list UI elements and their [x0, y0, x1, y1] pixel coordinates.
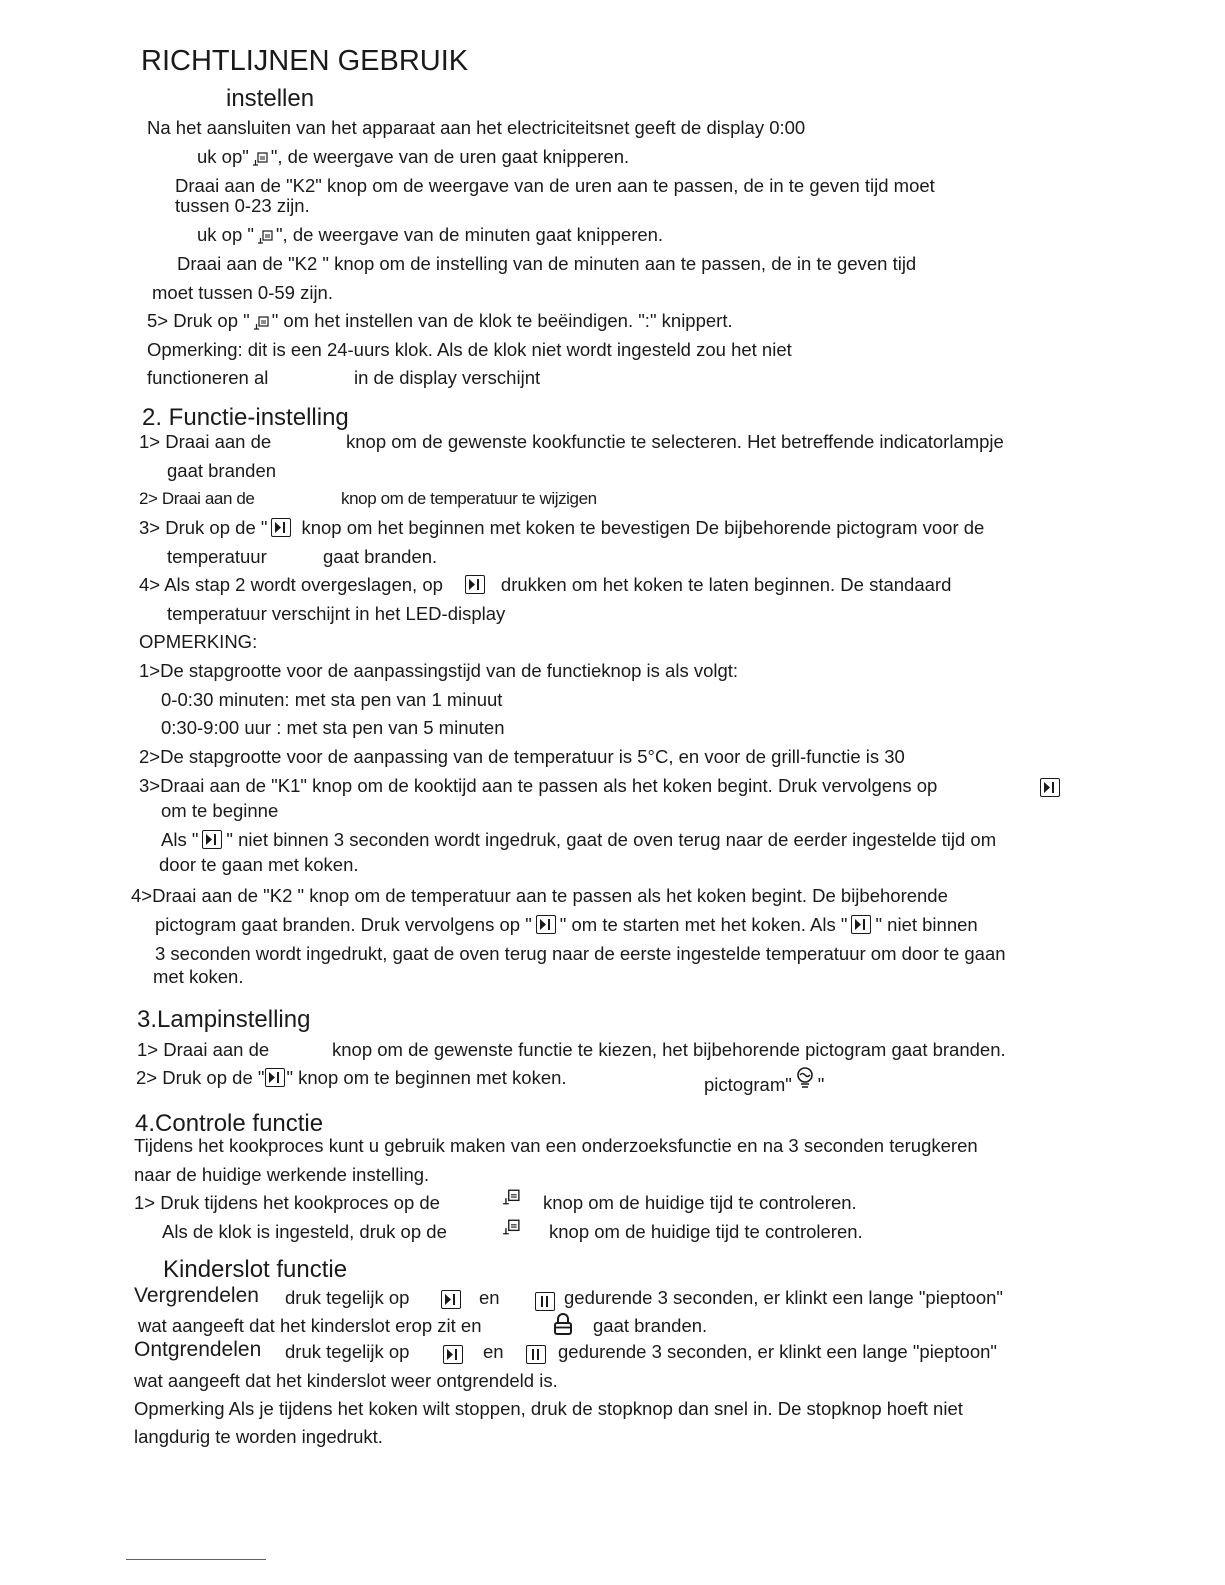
clock-icon [502, 1188, 520, 1211]
start-pause-icon [271, 518, 291, 537]
text-line: met koken. [153, 966, 244, 987]
text-line: Als de klok is ingesteld, druk op de [162, 1221, 447, 1242]
start-pause-icon [465, 575, 485, 594]
text-line: door te gaan met koken. [159, 854, 359, 875]
text-line: pictogram gaat branden. Druk vervolgens op " " om te starten met het koken. Als " " niet binnen [155, 914, 978, 935]
text-line: gedurende 3 seconden, er klinkt een lange "pieptoon" [558, 1341, 997, 1362]
text-line: knop om de huidige tijd te controleren. [549, 1221, 863, 1242]
text-line: en [483, 1341, 504, 1362]
text-line: moet tussen 0-59 zijn. [152, 282, 333, 303]
text-line: 1> Draai aan de [139, 431, 272, 452]
text-line: gaat branden. [593, 1315, 708, 1336]
clock-icon [253, 314, 269, 336]
pause-stop-icon [535, 1292, 555, 1311]
text-line: Als " " niet binnen 3 seconden wordt ingedruk, gaat de oven terug naar de eerder ingestelde tijd om [161, 829, 997, 850]
text-line: Vergrendelen [134, 1284, 259, 1307]
text-line: druk tegelijk op [285, 1287, 410, 1308]
text-line: temperatuur [167, 546, 267, 567]
clock-icon [502, 1218, 520, 1241]
text-line: 3>Draai aan de "K1" knop om de kooktijd aan te passen als het koken begint. Druk vervolgens op [139, 775, 938, 796]
text-line: in de display verschijnt [354, 367, 541, 388]
text-line: Tijdens het kookproces kunt u gebruik maken van een onderzoeksfunctie en na 3 seconden terugkeren [134, 1135, 978, 1156]
text-line: 2>De stapgrootte voor de aanpassing van de temperatuur is 5°C, en voor de grill-functie is 30 [139, 746, 905, 767]
text-line: Draai aan de "K2 " knop om de instelling van de minuten aan te passen, de in te geven tijd [177, 253, 917, 274]
text-line: knop om de huidige tijd te controleren. [543, 1192, 857, 1213]
start-pause-icon [443, 1345, 463, 1364]
text-line: gaat branden [167, 460, 277, 481]
text-line: gedurende 3 seconden, er klinkt een lange "pieptoon" [564, 1287, 1003, 1308]
text-line: Opmerking: dit is een 24-uurs klok. Als de klok niet wordt ingesteld zou het niet [147, 339, 792, 360]
section-heading-control: 4.Controle functie [135, 1110, 324, 1137]
text-line: wat aangeeft dat het kinderslot erop zit en [138, 1315, 482, 1336]
text-line: Na het aansluiten van het apparaat aan het electriciteitsnet geeft de display 0:00 [147, 117, 806, 138]
lamp-icon [795, 1067, 815, 1094]
text-line: 2> Draai aan de [139, 489, 255, 508]
text-line: 2> Druk op de " " knop om te beginnen met koken. [136, 1067, 567, 1088]
section-heading-function: 2. Functie-instelling [142, 404, 349, 431]
text-line: functioneren al [147, 367, 269, 388]
start-pause-icon [536, 915, 556, 934]
start-pause-icon [851, 915, 871, 934]
text-line: OPMERKING: [139, 631, 258, 652]
text-line: 4>Draai aan de "K2 " knop om de temperatuur aan te passen als het koken begint. De bijbehorende [131, 885, 948, 906]
pause-stop-icon [526, 1345, 546, 1364]
text-line: wat aangeeft dat het kinderslot weer ontgrendeld is. [134, 1370, 558, 1391]
section-heading-childlock: Kinderslot functie [163, 1256, 348, 1283]
text-line: naar de huidige werkende instelling. [134, 1164, 430, 1185]
text-line: Opmerking Als je tijdens het koken wilt stoppen, druk de stopknop dan snel in. De stopknop hoeft niet [134, 1398, 963, 1419]
section-heading-lamp: 3.Lampinstelling [137, 1006, 311, 1033]
text-line: 1> Druk tijdens het kookproces op de [134, 1192, 440, 1213]
text-line: knop om de gewenste functie te kiezen, het bijbehorende pictogram gaat branden. [332, 1039, 1006, 1060]
section-heading-clock: instellen [226, 85, 315, 112]
start-pause-icon [441, 1290, 461, 1309]
clock-icon [257, 228, 273, 250]
lock-icon [552, 1312, 574, 1341]
text-line: 4> Als stap 2 wordt overgeslagen, op drukken om het koken te laten beginnen. De standaard [139, 574, 952, 595]
footnote-divider [126, 1559, 266, 1560]
text-line: knop om de gewenste kookfunctie te selecteren. Het betreffende indicatorlampje [346, 431, 1004, 452]
text-line: 1> Draai aan de [137, 1039, 270, 1060]
text-line: pictogram" " [704, 1067, 824, 1096]
text-line: 0-0:30 minuten: met sta pen van 1 minuut [161, 689, 503, 710]
clock-icon [252, 150, 268, 172]
text-line: uk op" ", de weergave van de uren gaat knipperen. [197, 146, 629, 172]
text-line: 3 seconden wordt ingedrukt, gaat de oven terug naar de eerste ingestelde temperatuur om door te gaan [155, 943, 1006, 964]
text-line: 0:30-9:00 uur : met sta pen van 5 minuten [161, 717, 505, 738]
text-line: Ontgrendelen [134, 1338, 262, 1361]
text-line: druk tegelijk op [285, 1341, 410, 1362]
text-line: knop om de temperatuur te wijzigen [341, 489, 597, 508]
text-line: uk op " ", de weergave van de minuten gaat knipperen. [197, 224, 663, 250]
text-line: 1>De stapgrootte voor de aanpassingstijd van de functieknop is als volgt: [139, 660, 739, 681]
page-title: RICHTLIJNEN GEBRUIK [141, 45, 469, 77]
start-pause-icon [202, 830, 222, 849]
text-line: om te beginne [161, 800, 279, 821]
text-line: 3> Druk op de " knop om het beginnen met koken te bevestigen De bijbehorende pictogram voor de [139, 517, 985, 538]
text-line: langdurig te worden ingedrukt. [134, 1426, 383, 1447]
text-line: tussen 0-23 zijn. [175, 195, 310, 216]
start-pause-icon [265, 1068, 285, 1087]
text-line: gaat branden. [323, 546, 438, 567]
start-pause-icon [1040, 778, 1060, 797]
text-line: temperatuur verschijnt in het LED-display [167, 603, 506, 624]
text-line: 5> Druk op " " om het instellen van de klok te beëindigen. ":" knippert. [147, 310, 733, 336]
text-line: en [479, 1287, 500, 1308]
text-line: Draai aan de "K2" knop om de weergave van de uren aan te passen, de in te geven tijd moet [175, 175, 935, 196]
